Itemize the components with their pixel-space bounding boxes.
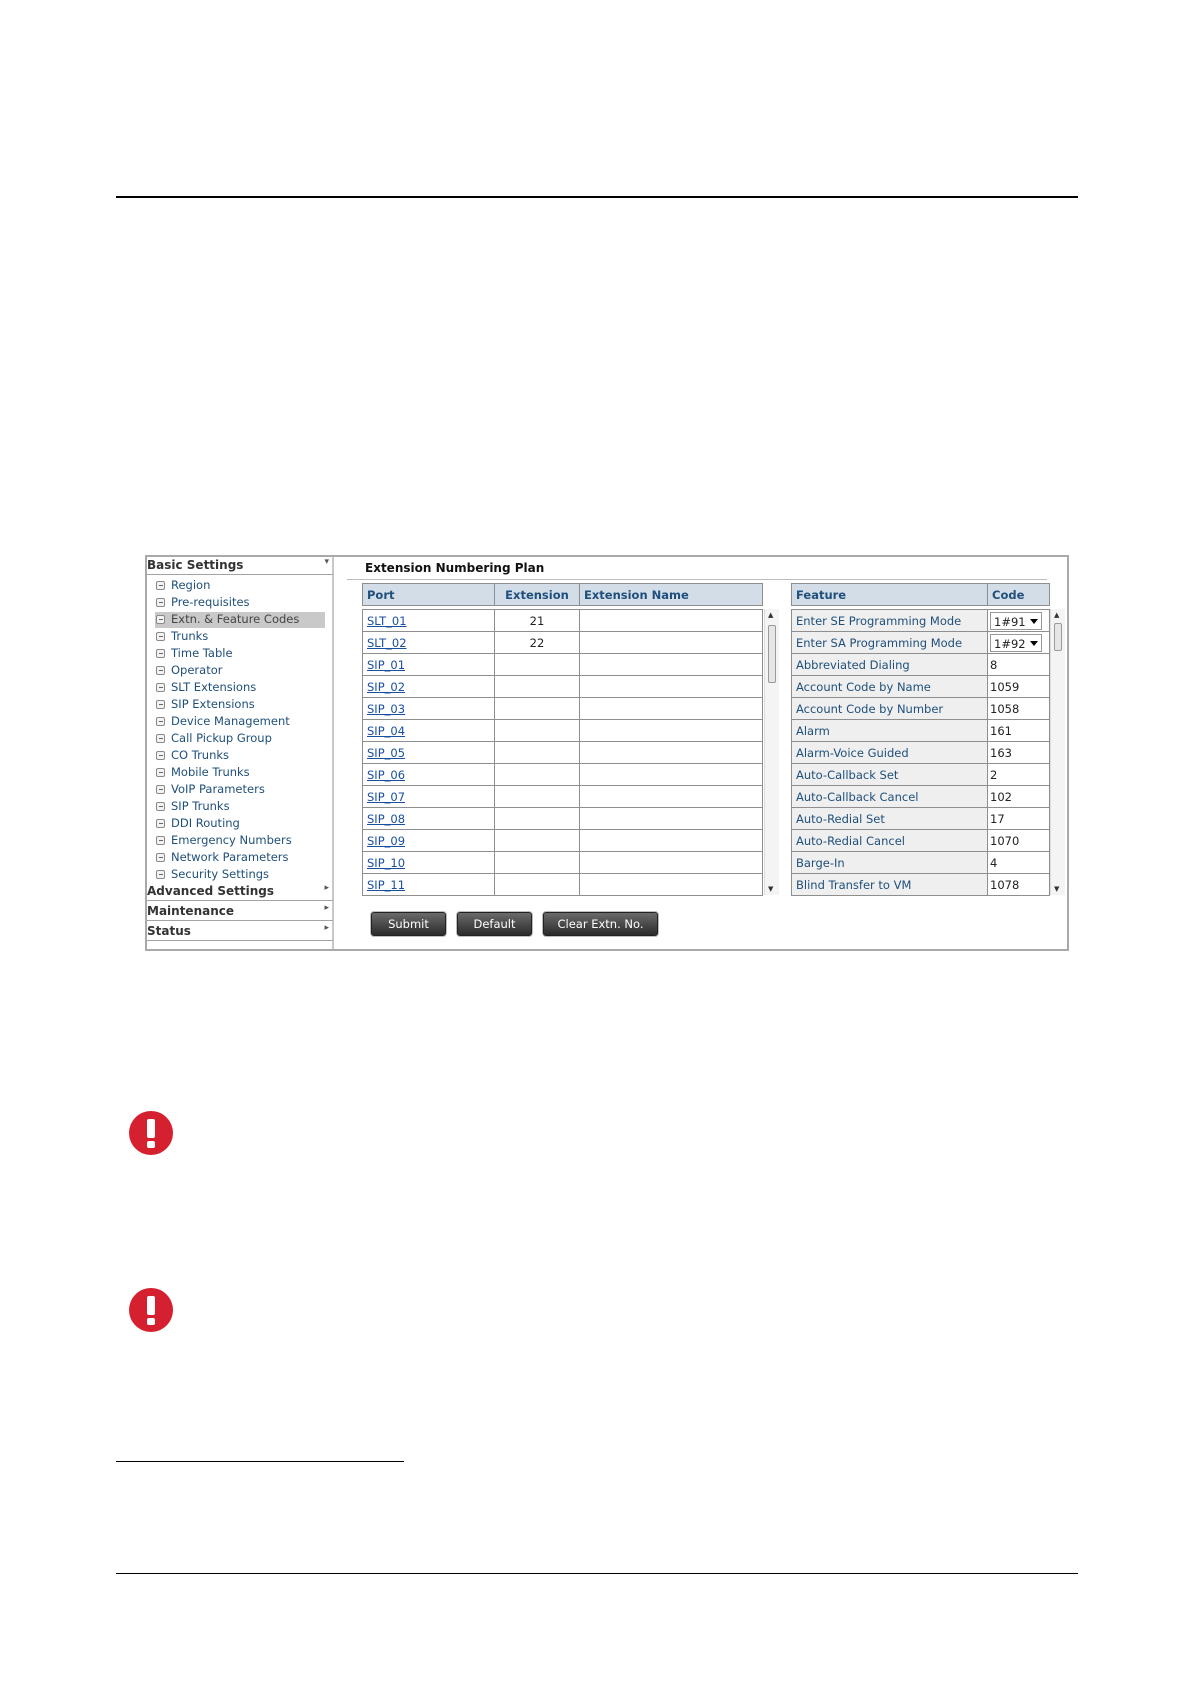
table-row [792,830,1050,852]
extension-name-cell[interactable] [580,632,763,654]
port-link[interactable]: SIP_08 [363,808,495,830]
extension-cell[interactable] [495,764,580,786]
menu-item-sip-extensions[interactable]: SIP Extensions [155,697,325,713]
page-title: Extension Numbering Plan [365,561,545,575]
clear-extn-button[interactable]: Clear Extn. No. [543,912,658,936]
col-extension-name[interactable]: Extension Name [580,584,763,606]
feature-cell: Barge-In [792,852,988,874]
menu-item-network-parameters[interactable]: Network Parameters [155,850,325,866]
extension-cell[interactable]: 22 [495,632,580,654]
port-link[interactable]: SIP_07 [363,786,495,808]
table-row [363,764,763,786]
plus-box-icon [156,819,165,828]
menu-item-region[interactable]: Region [155,578,325,594]
chevron-right-icon: ▸ [324,903,329,913]
code-cell [988,632,1050,654]
table-row [792,874,1050,896]
warning-icon [129,1111,173,1155]
section-label: Advanced Settings [147,884,275,898]
code-input[interactable]: 102 [988,786,1050,808]
port-link[interactable]: SIP_11 [363,874,495,896]
plus-box-icon [156,802,165,811]
table-row [363,720,763,742]
extension-cell[interactable] [495,808,580,830]
footer-rule [116,1573,1078,1574]
menu-item-security-settings[interactable]: Security Settings [155,867,325,883]
port-link[interactable]: SIP_04 [363,720,495,742]
table-row [792,852,1050,874]
footnote-rule [116,1461,404,1462]
menu-item-co-trunks[interactable]: CO Trunks [155,748,325,764]
plus-box-icon [156,649,165,658]
code-input[interactable]: 161 [988,720,1050,742]
plus-box-icon [156,683,165,692]
feature-cell: Alarm [792,720,988,742]
plus-box-icon [156,615,165,624]
menu-item-mobile-trunks[interactable]: Mobile Trunks [155,765,325,781]
default-button[interactable]: Default [457,912,532,936]
table-row [792,632,1050,654]
feature-table-header [791,583,1050,606]
extension-cell[interactable] [495,786,580,808]
menu-item-time-table[interactable]: Time Table [155,646,325,662]
code-input[interactable]: 8 [988,654,1050,676]
extension-cell[interactable] [495,874,580,896]
feature-table [791,609,1050,896]
scroll-thumb[interactable] [768,625,776,683]
table-row [363,698,763,720]
chevron-down-icon [1030,641,1038,646]
chevron-down-icon: ▾ [324,557,329,567]
section-status[interactable] [147,923,333,941]
extension-table-header [362,583,763,606]
code-input[interactable]: 163 [988,742,1050,764]
port-link[interactable]: SIP_09 [363,830,495,852]
scroll-down-icon[interactable]: ▼ [1054,885,1060,893]
extension-cell[interactable] [495,830,580,852]
table-row [363,676,763,698]
section-label: Basic Settings [147,558,244,572]
plus-box-icon [156,751,165,760]
extension-cell[interactable] [495,852,580,874]
extension-name-cell[interactable] [580,786,763,808]
code-select[interactable]: 1#91 [990,612,1042,630]
menu-item-sip-trunks[interactable]: SIP Trunks [155,799,325,815]
col-extension[interactable]: Extension [495,584,580,606]
table-row [792,676,1050,698]
table-row [792,720,1050,742]
feature-cell: Enter SE Programming Mode [792,610,988,632]
extension-name-cell[interactable] [580,852,763,874]
code-select[interactable]: 1#92 [990,634,1042,652]
scroll-up-icon[interactable]: ▲ [1054,611,1060,619]
port-link[interactable]: SIP_06 [363,764,495,786]
menu-item-ddi-routing[interactable]: DDI Routing [155,816,325,832]
plus-box-icon [156,836,165,845]
plus-box-icon [156,870,165,879]
table-row [363,610,763,632]
warning-icon [129,1288,173,1332]
table-row [792,610,1050,632]
plus-box-icon [156,785,165,794]
submit-button[interactable]: Submit [371,912,446,936]
extension-name-cell[interactable] [580,676,763,698]
extension-cell[interactable] [495,698,580,720]
table-row [792,786,1050,808]
menu-item-device-management[interactable]: Device Management [155,714,325,730]
title-divider [347,579,1047,580]
table-row [792,808,1050,830]
chevron-down-icon [1030,619,1038,624]
col-code[interactable]: Code [988,584,1050,606]
table-row [363,808,763,830]
menu-item-slt-extensions[interactable]: SLT Extensions [155,680,325,696]
port-link[interactable]: SLT_01 [363,610,495,632]
code-input[interactable]: 17 [988,808,1050,830]
col-port[interactable]: Port [363,584,495,606]
table-row [792,698,1050,720]
feature-cell: Auto-Redial Cancel [792,830,988,852]
table-row [363,654,763,676]
table-row [792,764,1050,786]
plus-box-icon [156,598,165,607]
table-row [363,742,763,764]
extension-name-cell[interactable] [580,610,763,632]
scroll-thumb[interactable] [1054,623,1062,651]
extension-cell[interactable] [495,654,580,676]
extension-name-cell[interactable] [580,654,763,676]
feature-cell: Account Code by Number [792,698,988,720]
scroll-down-icon[interactable]: ▼ [768,885,774,893]
port-link[interactable]: SLT_02 [363,632,495,654]
chevron-right-icon: ▸ [324,883,329,893]
screenshot-frame [145,555,1069,951]
port-link[interactable]: SIP_03 [363,698,495,720]
plus-box-icon [156,768,165,777]
table-row [363,830,763,852]
extension-name-cell[interactable] [580,742,763,764]
port-link[interactable]: SIP_01 [363,654,495,676]
feature-cell: Auto-Redial Set [792,808,988,830]
port-link[interactable]: SIP_05 [363,742,495,764]
menu-item-call-pickup-group[interactable]: Call Pickup Group [155,731,325,747]
code-input[interactable]: 1059 [988,676,1050,698]
header-rule [116,196,1078,198]
menu-item-operator[interactable]: Operator [155,663,325,679]
extension-cell[interactable]: 21 [495,610,580,632]
menu-item-pre-requisites[interactable]: Pre-requisites [155,595,325,611]
section-label: Status [147,924,191,938]
port-link[interactable]: SIP_02 [363,676,495,698]
extension-table [362,609,763,896]
plus-box-icon [156,632,165,641]
extension-name-cell[interactable] [580,698,763,720]
plus-box-icon [156,581,165,590]
extension-name-cell[interactable] [580,808,763,830]
col-feature[interactable]: Feature [792,584,988,606]
extension-cell[interactable] [495,676,580,698]
feature-scrollbar[interactable] [1050,609,1065,895]
section-maintenance[interactable] [147,903,333,921]
scroll-up-icon[interactable]: ▲ [768,611,774,619]
code-cell [988,610,1050,632]
extension-cell[interactable] [495,720,580,742]
chevron-right-icon: ▸ [324,923,329,933]
plus-box-icon [156,853,165,862]
extension-cell[interactable] [495,742,580,764]
menu-item-emergency-numbers[interactable]: Emergency Numbers [155,833,325,849]
feature-cell: Auto-Callback Cancel [792,786,988,808]
sidebar [147,557,334,949]
section-advanced-settings[interactable] [147,883,333,901]
plus-box-icon [156,734,165,743]
menu-item-extn-feature-codes[interactable]: Extn. & Feature Codes [155,612,325,628]
feature-cell: Alarm-Voice Guided [792,742,988,764]
extension-name-cell[interactable] [580,830,763,852]
extension-name-cell[interactable] [580,720,763,742]
feature-cell: Abbreviated Dialing [792,654,988,676]
code-input[interactable]: 1058 [988,698,1050,720]
menu-item-voip-parameters[interactable]: VoIP Parameters [155,782,325,798]
code-input[interactable]: 4 [988,852,1050,874]
extension-name-cell[interactable] [580,764,763,786]
feature-cell: Account Code by Name [792,676,988,698]
plus-box-icon [156,700,165,709]
port-link[interactable]: SIP_10 [363,852,495,874]
code-input[interactable]: 1078 [988,874,1050,896]
section-basic-settings[interactable] [147,557,333,575]
table-row [792,742,1050,764]
table-row [363,874,763,896]
table-row [363,786,763,808]
table-row [792,654,1050,676]
section-label: Maintenance [147,904,235,918]
plus-box-icon [156,666,165,675]
table-row [363,852,763,874]
extension-scrollbar[interactable] [764,609,779,895]
extension-name-cell[interactable] [580,874,763,896]
code-input[interactable]: 1070 [988,830,1050,852]
table-row [363,632,763,654]
plus-box-icon [156,717,165,726]
feature-cell: Enter SA Programming Mode [792,632,988,654]
menu-item-trunks[interactable]: Trunks [155,629,325,645]
feature-cell: Auto-Callback Set [792,764,988,786]
feature-cell: Blind Transfer to VM [792,874,988,896]
code-input[interactable]: 2 [988,764,1050,786]
